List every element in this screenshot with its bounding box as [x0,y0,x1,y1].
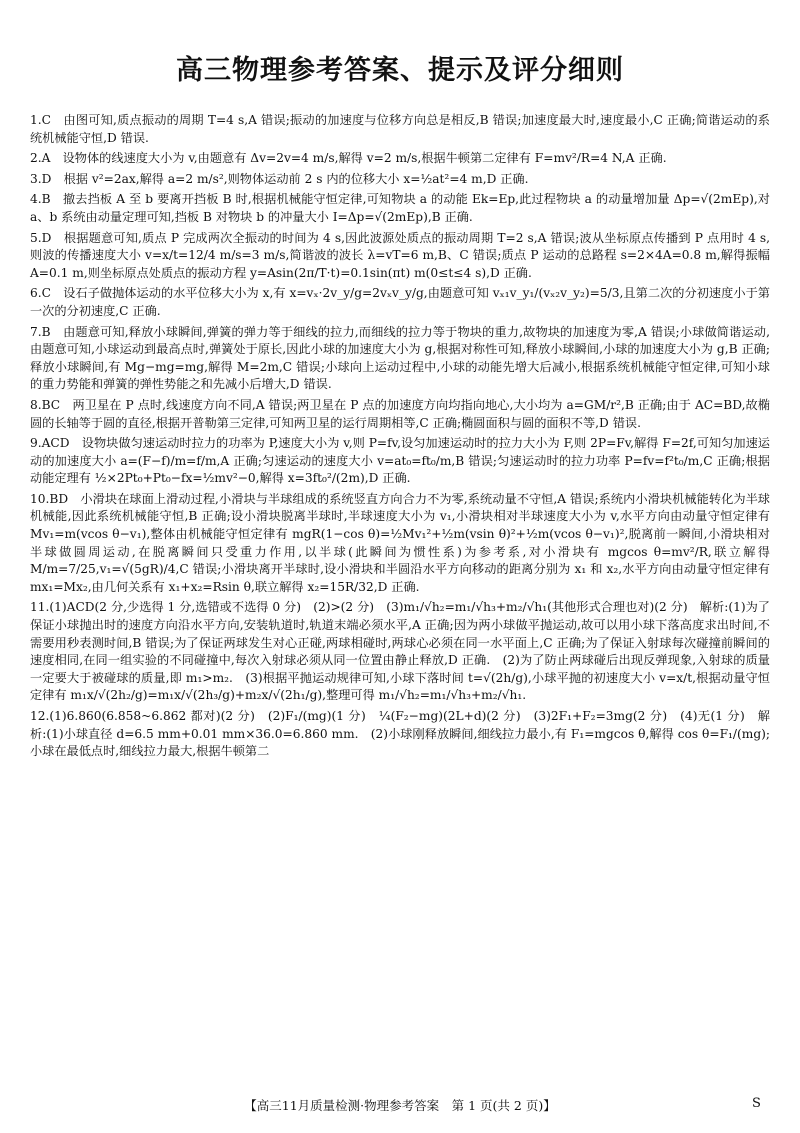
answer-q11: 11.(1)ACD(2 分,少选得 1 分,选错或不选得 0 分) (2)>(2 分) (3)m₁/√h₂=m₁/√h₃+m₂/√h₁(其他形式合理也对)(2 分) 解析:(1)为了保证小球抛出时的速度方向沿水平方向,安装轨道时,轨道末端必须水平,A 正确;因为两小球做平抛运动,故可以用小球下落高度求出时间,不需要用秒表测时间,B 错误;为了保证两球发生对心正碰,两球相碰时,两球心必须在同一水平面上,C 正确;为了保证入射球每次碰撞前瞬间的速度相同,在同一组实验的不同碰撞中,每次入射球必须从同一位置由静止释放,D 正确. (2)为了防止两球碰后出现反弹现象,入射球的质量一定要大于被碰球的质量,即 m₁>m₂. (3)根据平抛运动规律可知,小球下落时间 t=√(2h/g),小球平抛的初速度大小 v=x/t,根据动量守恒定律有 m₁x/√(2h₂/g)=m₁x/√(2h₃/g)+m₂x/√(2h₁/g),整理可得 m₁/√h₂=m₁/√h₃+m₂/√h₁. [30,600,770,703]
answer-q3: 3.D 根据 v²=2ax,解得 a=2 m/s²,则物体运动前 2 s 内的位移大小 x=½at²=4 m,D 正确. [30,171,529,186]
answer-q1: 1.C 由图可知,质点振动的周期 T=4 s,A 错误;振动的加速度与位移方向总是相反,B 错误;加速度最大时,速度最小,C 正确;简谐运动的系统机械能守恒,D 错误. [30,113,770,145]
answer-q4: 4.B 撤去挡板 A 至 b 要离开挡板 B 时,根据机械能守恒定律,可知物块 a 的动能 Ek=Ep,此过程物块 a 的动量增加量 Δp=√(2mEp),对 a、b 系统由动量定理可知,挡板 B 对物块 b 的冲量大小 I=Δp=√(2mEp),B 正确. [30,192,770,224]
corner-mark: S [752,1096,761,1111]
page-footer: 【高三11月质量检测·物理参考答案 第 1 页(共 2 页)】 [244,1098,556,1113]
answer-q6: 6.C 设石子做抛体运动的水平位移大小为 x,有 x=vₓ·2v_y/g=2vₓv_y/g,由题意可知 vₓ₁v_y₁/(vₓ₂v_y₂)=5/3,且第二次的分初速度小于第一次的分初速度,C 正确. [30,286,770,318]
page-title: 高三物理参考答案、提示及评分细则 [176,55,624,86]
answer-q2: 2.A 设物体的线速度大小为 v,由题意有 Δv=2v=4 m/s,解得 v=2 m/s,根据牛顿第二定律有 F=mv²/R=4 N,A 正确. [30,151,667,166]
answer-q10: 10.BD 小滑块在球面上滑动过程,小滑块与半球组成的系统竖直方向合力不为零,系统动量不守恒,A 错误;系统内小滑块机械能转化为半球机械能,因此系统机械能守恒,B 正确;设小滑块脱离半球时,半球速度大小为 v₁,小滑块相对半球速度大小为 v,水平方向由动量守恒定律有 Mv₁=m(vcos θ−v₁),整体由机械能守恒定律有 mgR(1−cos θ)=½Mv₁²+½m(vsin θ)²+½m(vcos θ−v₁)²,脱离前一瞬间,小滑块相对半球做圆周运动,在脱离瞬间只受重力作用,以半球(此瞬间为惯性系)为参考系,对小滑块有 mgcos θ=mv²/R,联立解得 M/m=7/25,v₁=√(5gR)/4,C 错误;小滑块离开半球时,设小滑块和半圆沿水平方向移动的距离分别为 x₁ 和 x₂,水平方向由动量守恒定律有 mx₁=Mx₂,由几何关系有 x₁+x₂=Rsin θ,联立解得 x₂=15R/32,D 正确. [30,491,770,594]
answer-q5: 5.D 根据题意可知,质点 P 完成两次全振动的时间为 4 s,因此波源处质点的振动周期 T=2 s,A 错误;波从坐标原点传播到 P 点用时 4 s,则波的传播速度大小 v=x/t=12/4 m/s=3 m/s,简谐波的波长 λ=vT=6 m,B、C 错误;质点 P 运动的总路程 s=2×4A=0.8 m,解得振幅 A=0.1 m,则坐标原点处质点的振动方程 y=Asin(2π/T·t)=0.1sin(πt) m(0≤t≤4 s),D 正确. [30,230,770,280]
answer-q8: 8.BC 两卫星在 P 点时,线速度方向不同,A 错误;两卫星在 P 点的加速度方向均指向地心,大小均为 a=GM/r²,B 正确;由于 AC=BD,故椭圆的长轴等于圆的直径,根据开普勒第三定律,可知两卫星的运行周期相等,C 正确;椭圆面积与圆的面积不等,D 错误. [30,397,770,430]
answer-list [30,112,770,764]
answer-q7: 7.B 由题意可知,释放小球瞬间,弹簧的弹力等于细线的拉力,而细线的拉力等于物块的重力,故物块的加速度为零,A 错误;小球做简谐运动,由题意可知,小球运动到最高点时,弹簧处于原长,因此小球的加速度大小为 g,根据对称性可知,释放小球瞬间,小球的加速度大小为 g,B 正确;释放小球瞬间,有 Mg−mg=mg,解得 M=2m,C 错误;小球向上运动过程中,小球的动能先增大后减小,根据系统机械能守恒定律,可知小球的重力势能和弹簧的弹性势能之和先减小后增大,D 错误. [30,324,770,392]
answer-q12: 12.(1)6.860(6.858~6.862 都对)(2 分) (2)F₁/(mg)(1 分) ¼(F₂−mg)(2L+d)(2 分) (3)2F₁+F₂=3mg(2 分) (4)无(1 分) 解析:(1)小球直径 d=6.5 mm+0.01 mm×36.0=6.860 mm. (2)小球刚释放瞬间,细线拉力最小,有 F₁=mgcos θ,解得 cos θ=F₁/(mg);小球在最低点时,细线拉力最大,根据牛顿第二 [30,709,770,759]
answer-q9: 9.ACD 设物块做匀速运动时拉力的功率为 P,速度大小为 v,则 P=fv,设匀加速运动时的拉力大小为 F,则 2P=Fv,解得 F=2f,可知匀加速运动的加速度大小 a=(F−f)/m=f/m,A 正确;匀速运动的速度大小 v=at₀=ft₀/m,B 错误;匀速运动时的拉力功率 P=fv=f²t₀/m,C 正确;根据动能定理有 ½×2Pt₀+Pt₀−fx=½mv²−0,解得 x=3ft₀²/(2m),D 正确. [30,436,770,486]
